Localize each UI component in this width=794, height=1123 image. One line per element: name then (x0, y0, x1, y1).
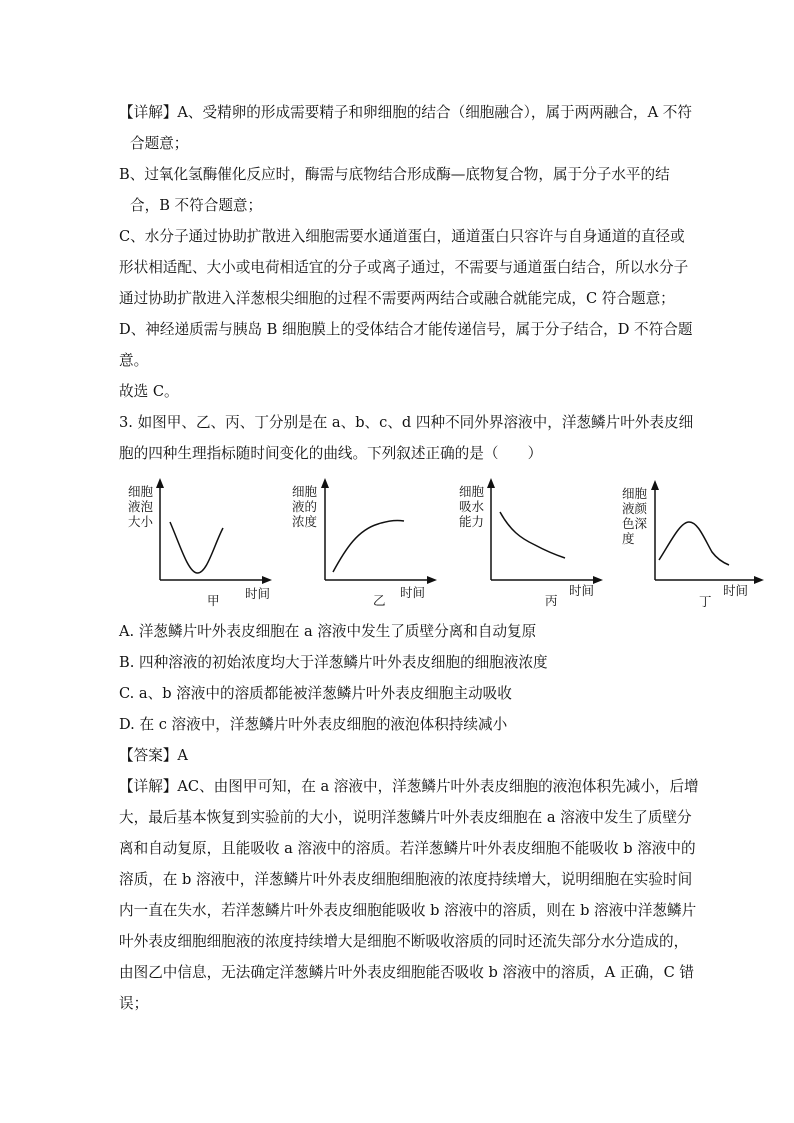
analysis-line: 离和自动复原，且能吸收 a 溶液中的溶质。若洋葱鳞片叶外表皮细胞不能吸收 b 溶液中的 (119, 840, 696, 857)
analysis-line: 由图乙中信息，无法确定洋葱鳞片叶外表皮细胞能否吸收 b 溶液中的溶质，A 正确，C 错 (119, 964, 694, 981)
x-axis-label: 时间 (569, 583, 595, 598)
text-line: 合题意； (130, 135, 189, 152)
answer-line: 【答案】A (119, 747, 188, 764)
x-axis-label: 时间 (245, 586, 271, 601)
question-line: 3. 如图甲、乙、丙、丁分别是在 a、b、c、d 四种不同外界溶液中，洋葱鳞片叶外表皮细 (119, 414, 694, 431)
chart-caption: 丙 (545, 593, 558, 608)
text-line: 故选 C。 (119, 383, 179, 400)
question-line: 胞的四种生理指标随时间变化的曲线。下列叙述正确的是（ ） (119, 445, 543, 462)
y-axis-label: 细胞 液的 浓度 (292, 484, 318, 529)
chart-caption: 乙 (373, 593, 386, 608)
text-line: 通过协助扩散进入洋葱根尖细胞的过程不需要两两结合或融合就能完成，C 符合题意； (119, 290, 675, 307)
text-line: 合，B 不符合题意； (130, 197, 263, 214)
x-axis-label: 时间 (400, 585, 426, 600)
curve (659, 522, 729, 565)
option-c: C. a、b 溶液中的溶质都能被洋葱鳞片叶外表皮细胞主动吸收 (119, 685, 512, 702)
y-axis-label: 细胞 液颜 色深 度 (622, 486, 648, 546)
text-line: B、过氧化氢酶催化反应时，酶需与底物结合形成酶—底物复合物，属于分子水平的结 (119, 166, 670, 183)
x-axis-label: 时间 (723, 583, 749, 598)
analysis-line: 内一直在失水，若洋葱鳞片叶外表皮细胞能吸收 b 溶液中的溶质，则在 b 溶液中洋葱鳞片 (119, 902, 697, 919)
y-axis-label: 细胞 吸水 能力 (459, 484, 485, 529)
analysis-line: 误； (119, 995, 149, 1012)
text-line: C、水分子通过协助扩散进入细胞需要水通道蛋白，通道蛋白只容许与自身通道的直径或 (119, 228, 685, 245)
text-line: 意。 (119, 352, 149, 369)
y-axis-label: 细胞 液泡 大小 (128, 484, 154, 529)
analysis-line: 叶外表皮细胞细胞液的浓度持续增大是细胞不断吸收溶质的同时还流失部分水分造成的， (119, 933, 689, 950)
text-line: 形状相适配、大小或电荷相适宜的分子或离子通过，不需要与通道蛋白结合，所以水分子 (119, 259, 689, 276)
analysis-line: 溶质，在 b 溶液中，洋葱鳞片叶外表皮细胞细胞液的浓度持续增大，说明细胞在实验时间 (119, 871, 693, 888)
analysis-line: 大，最后基本恢复到实验前的大小，说明洋葱鳞片叶外表皮细胞在 a 溶液中发生了质壁分 (119, 809, 692, 826)
option-a: A. 洋葱鳞片叶外表皮细胞在 a 溶液中发生了质壁分离和自动复原 (119, 623, 537, 640)
option-d: D. 在 c 溶液中，洋葱鳞片叶外表皮细胞的液泡体积持续减小 (119, 716, 508, 733)
text-line: 【详解】A、受精卵的形成需要精子和卵细胞的结合（细胞融合），属于两两融合，A 不符 (119, 104, 692, 121)
text-line: D、神经递质需与胰岛 B 细胞膜上的受体结合才能传递信号，属于分子结合，D 不符合题 (119, 321, 693, 338)
option-b: B. 四种溶液的初始浓度均大于洋葱鳞片叶外表皮细胞的细胞液浓度 (119, 654, 548, 671)
chart-caption: 丁 (699, 594, 712, 609)
analysis-line: 【详解】AC、由图甲可知，在 a 溶液中，洋葱鳞片叶外表皮细胞的液泡体积先减小，后增 (119, 778, 699, 795)
chart-caption: 甲 (207, 593, 220, 608)
